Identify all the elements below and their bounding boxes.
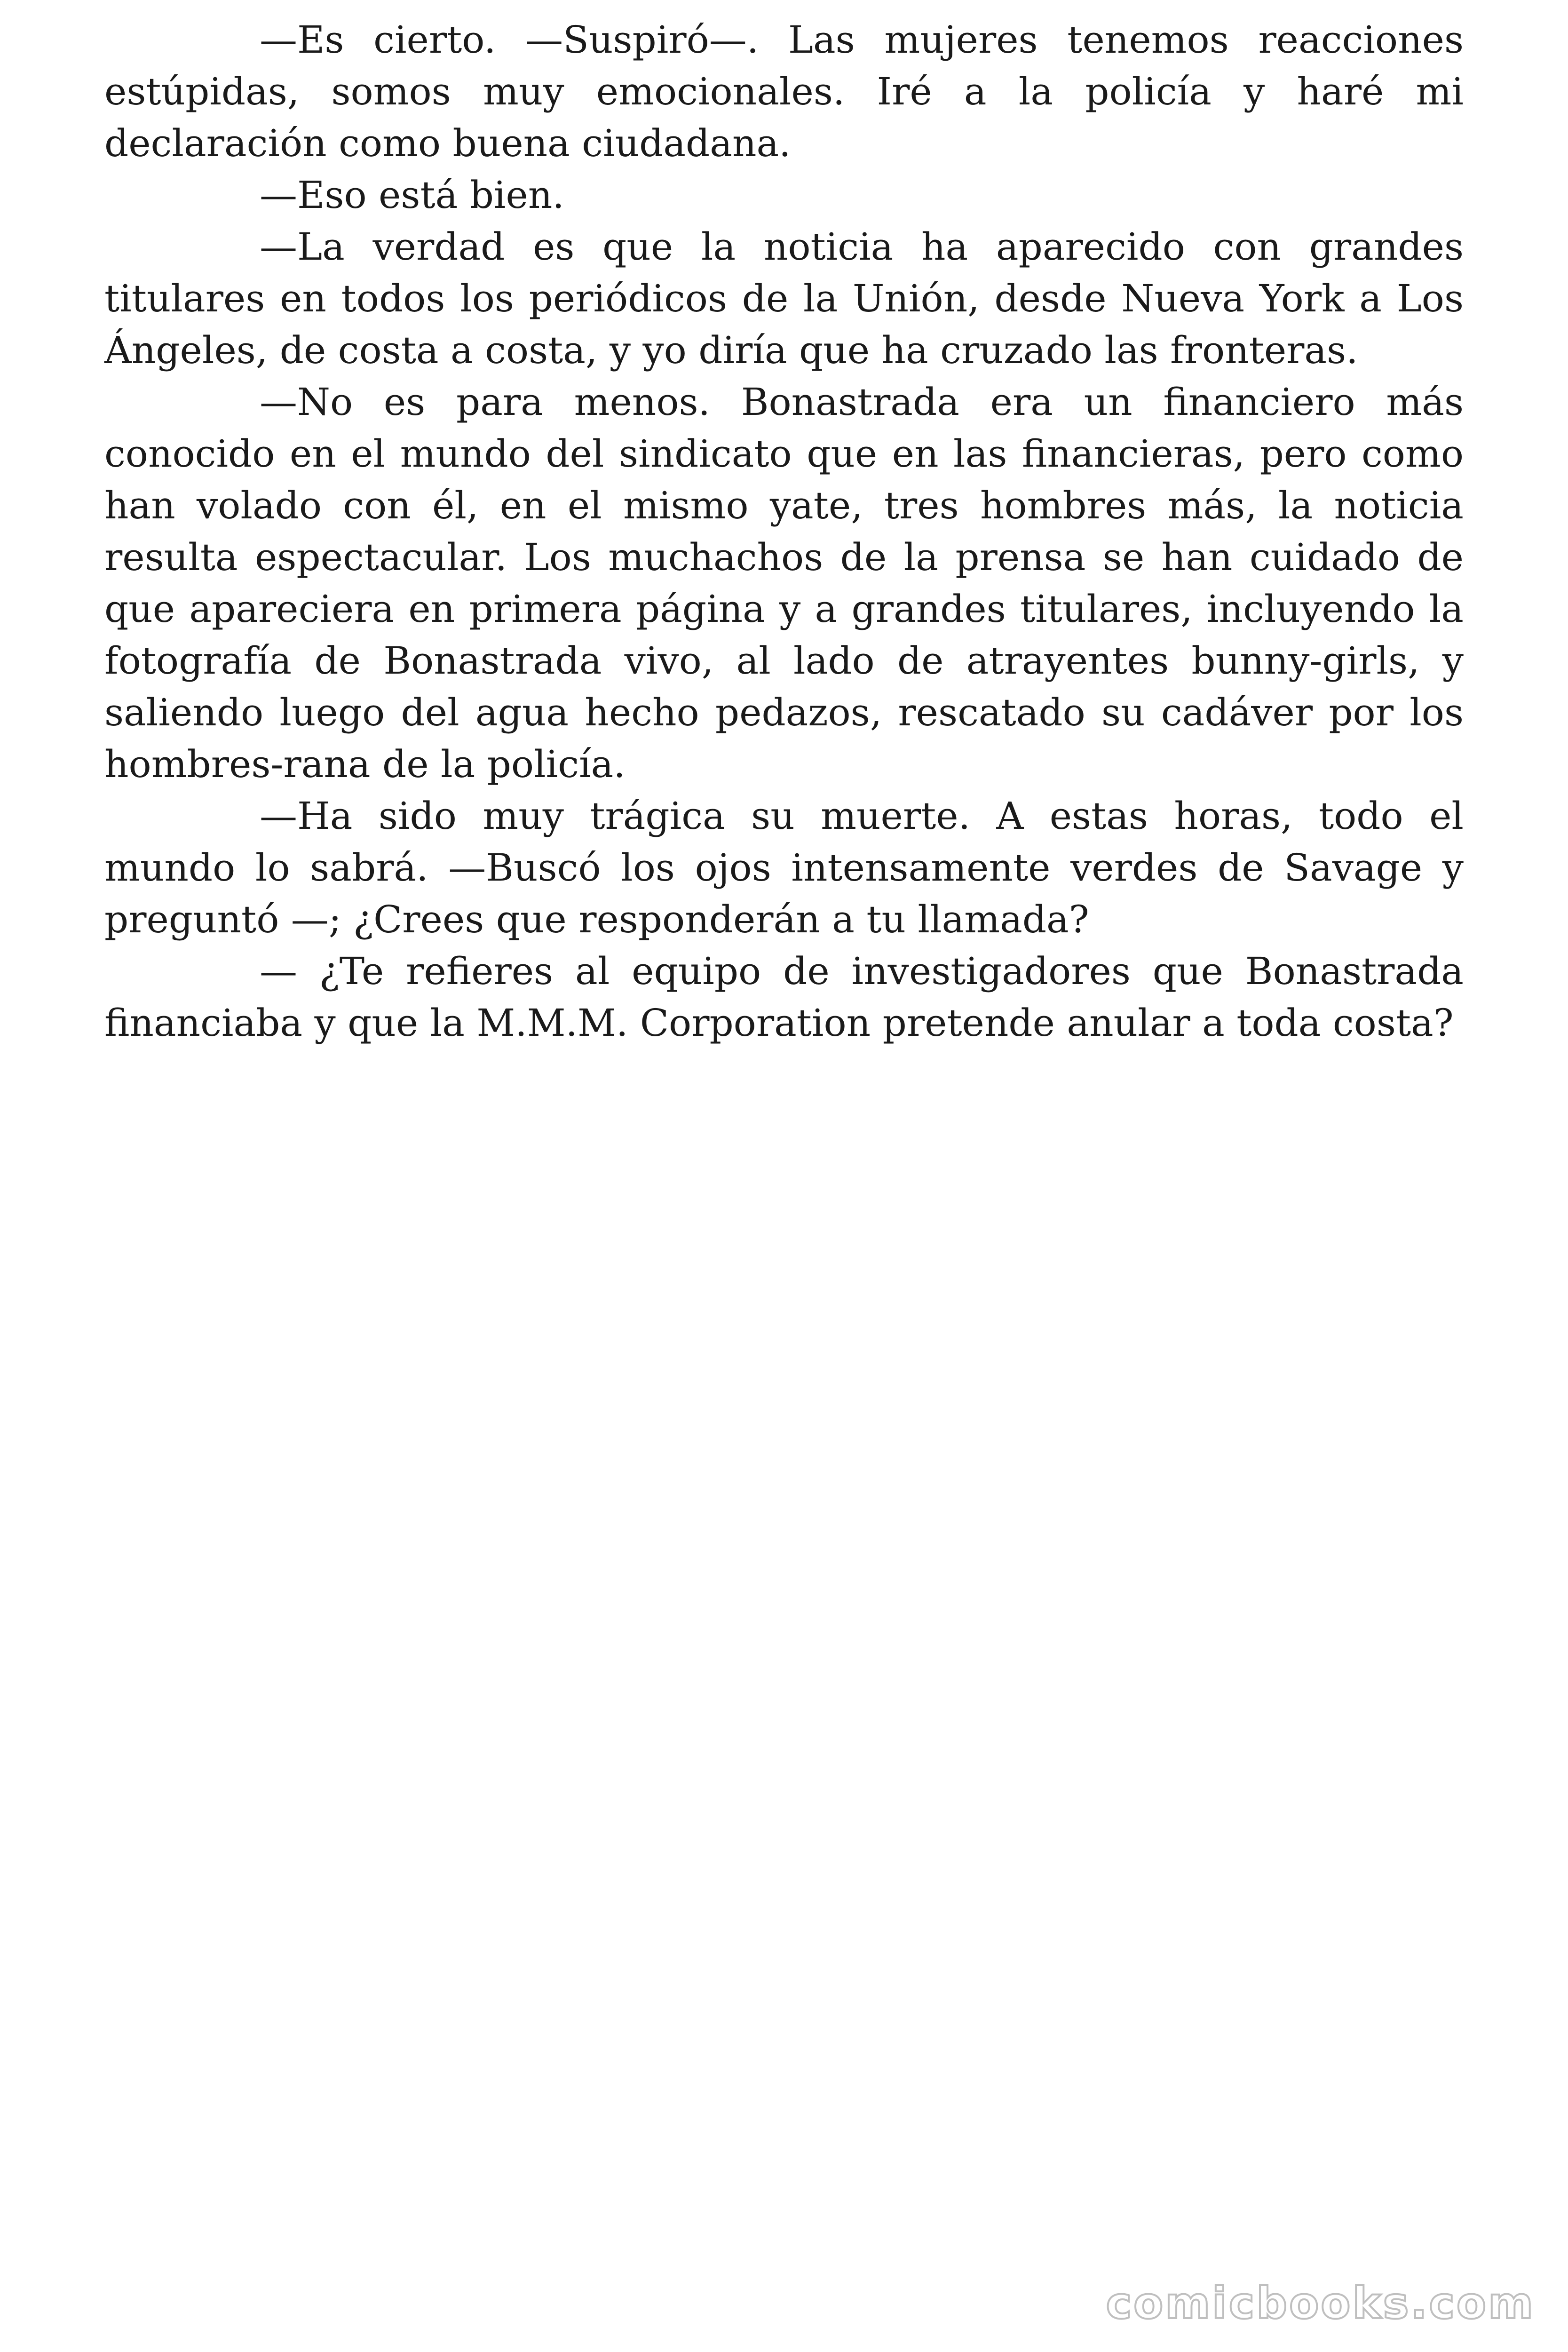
site-watermark: comicbooks.com bbox=[1106, 2278, 1535, 2328]
paragraph: —No es para menos. Bonastrada era un financiero más conocido en el mundo del sindicato que en las financieras, pero como han volado con él, en el mismo yate, tres hombres más, la noticia resulta espectacular. Los muchachos de la prensa se han cuidado de que apareciera en primera página y a grandes titulares, incluyendo la fotografía de Bonastrada vivo, al lado de atrayentes bunny-girls, y saliendo luego del agua hecho pedazos, rescatado su cadáver por los hombres-rana de la policía. bbox=[104, 380, 1464, 786]
paragraph: —Eso está bien. bbox=[260, 173, 564, 217]
paragraph: —Ha sido muy trágica su muerte. A estas horas, todo el mundo lo sabrá. —Buscó los ojos intensamente verdes de Savage y preguntó —; ¿Crees que responderán a tu llamada? bbox=[104, 794, 1464, 941]
paragraph: —Es cierto. —Suspiró—. Las mujeres tenemos reacciones estúpidas, somos muy emocionales. Iré a la policía y haré mi declaración como buena ciudadana. bbox=[104, 18, 1464, 165]
paragraph: — ¿Te refieres al equipo de investigadores que Bonastrada financiaba y que la M.M.M. Corporation pretende anular a toda costa? bbox=[104, 949, 1464, 1045]
page-body-text bbox=[104, 14, 1464, 1049]
paragraph: —La verdad es que la noticia ha aparecido con grandes titulares en todos los periódicos de la Unión, desde Nueva York a Los Ángeles, de costa a costa, y yo diría que ha cruzado las fronteras. bbox=[104, 225, 1464, 372]
